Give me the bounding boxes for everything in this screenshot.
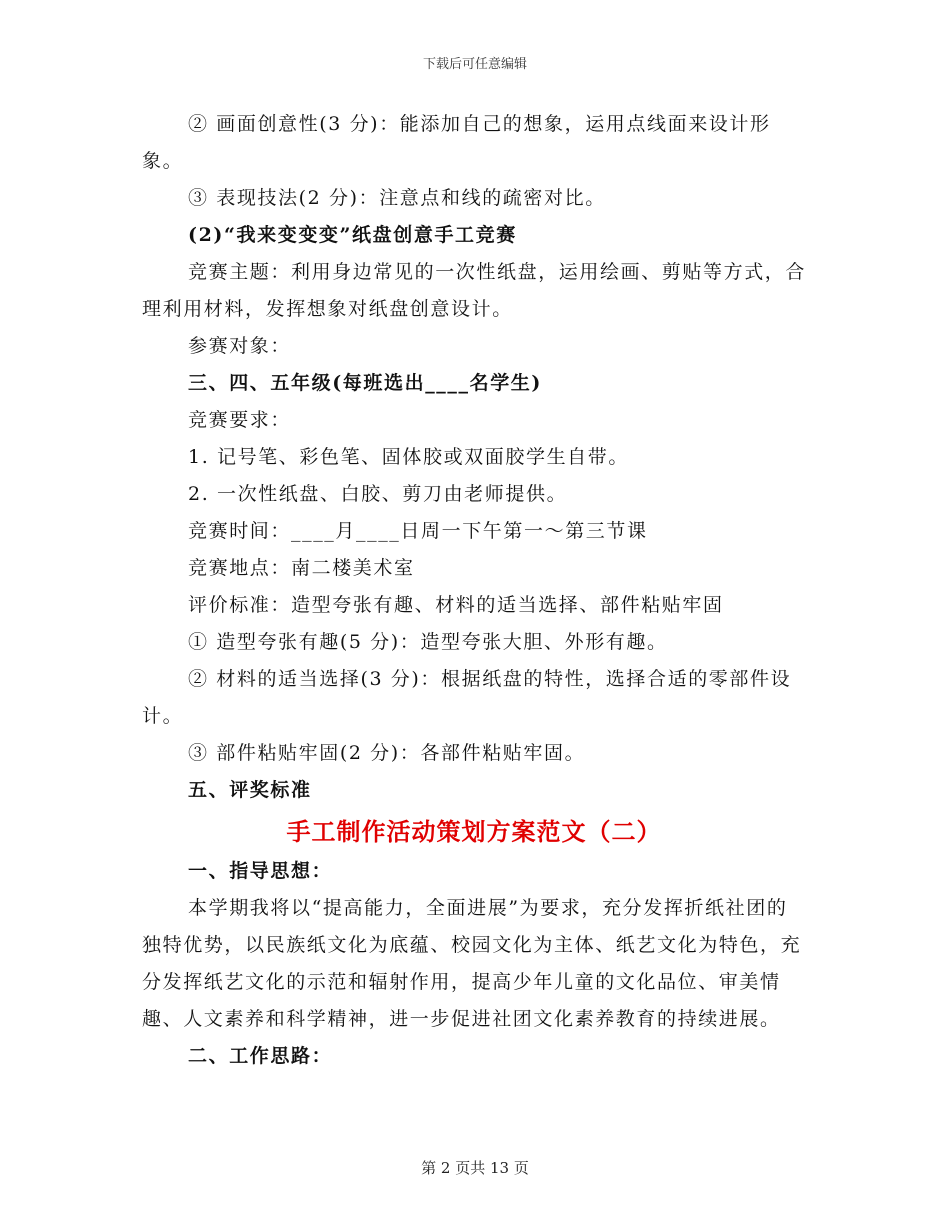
participants-grades: 三、四、五年级(每班选出____名学生): [188, 372, 542, 394]
contest-time: 竞赛时间：____月____日周一下午第一～第三节课: [188, 520, 648, 542]
guiding-thought-heading: 一、指导思想：: [188, 860, 333, 882]
requirements-label: 竞赛要求：: [188, 409, 292, 431]
contest-heading: (2)“我来变变变”纸盘创意手工竞赛: [188, 224, 517, 246]
requirement-2: 2. 一次性纸盘、白胶、剪刀由老师提供。: [188, 483, 568, 505]
criterion-gluing: ③ 部件粘贴牢固(2 分)：各部件粘贴牢固。: [188, 742, 586, 764]
criterion-shape: ① 造型夸张有趣(5 分)：造型夸张大胆、外形有趣。: [188, 631, 668, 653]
criterion-material: ② 材料的适当选择(3 分)：根据纸盘的特性，选择合适的零部件设计。: [142, 668, 792, 727]
page-header: 下载后可任意编辑: [422, 57, 527, 72]
participants-label: 参赛对象：: [188, 335, 292, 357]
contest-theme: 竞赛主题：利用身边常见的一次性纸盘，运用绘画、剪贴等方式，合理利用材料，发挥想象对纸盘创意设计。: [142, 261, 807, 320]
contest-location: 竞赛地点：南二楼美术室: [188, 557, 415, 579]
criterion-creativity: ② 画面创意性(3 分)：能添加自己的想象，运用点线面来设计形象。: [142, 113, 771, 172]
section-title: 手工制作活动策划方案范文（二）: [286, 817, 662, 846]
requirement-1: 1. 记号笔、彩色笔、固体胶或双面胶学生自带。: [188, 446, 629, 468]
evaluation-criteria: 评价标准：造型夸张有趣、材料的适当选择、部件粘贴牢固: [188, 594, 724, 616]
page-footer: 第 2 页共 13 页: [421, 1159, 529, 1177]
award-heading: 五、评奖标准: [188, 779, 312, 801]
criterion-technique: ③ 表现技法(2 分)：注意点和线的疏密对比。: [188, 187, 606, 209]
document-body: [142, 106, 806, 1075]
guiding-thought-body: 本学期我将以“提高能力，全面进展”为要求，充分发挥折纸社团的独特优势，以民族纸文化为底蕴、校园文化为主体、纸艺文化为特色，充分发挥纸艺文化的示范和辐射作用，提高少年儿童的文化品位、审美情趣、人文素养和科学精神，进一步促进社团文化素养教育的持续进展。: [142, 897, 802, 1030]
work-approach-heading: 二、工作思路：: [188, 1045, 333, 1067]
